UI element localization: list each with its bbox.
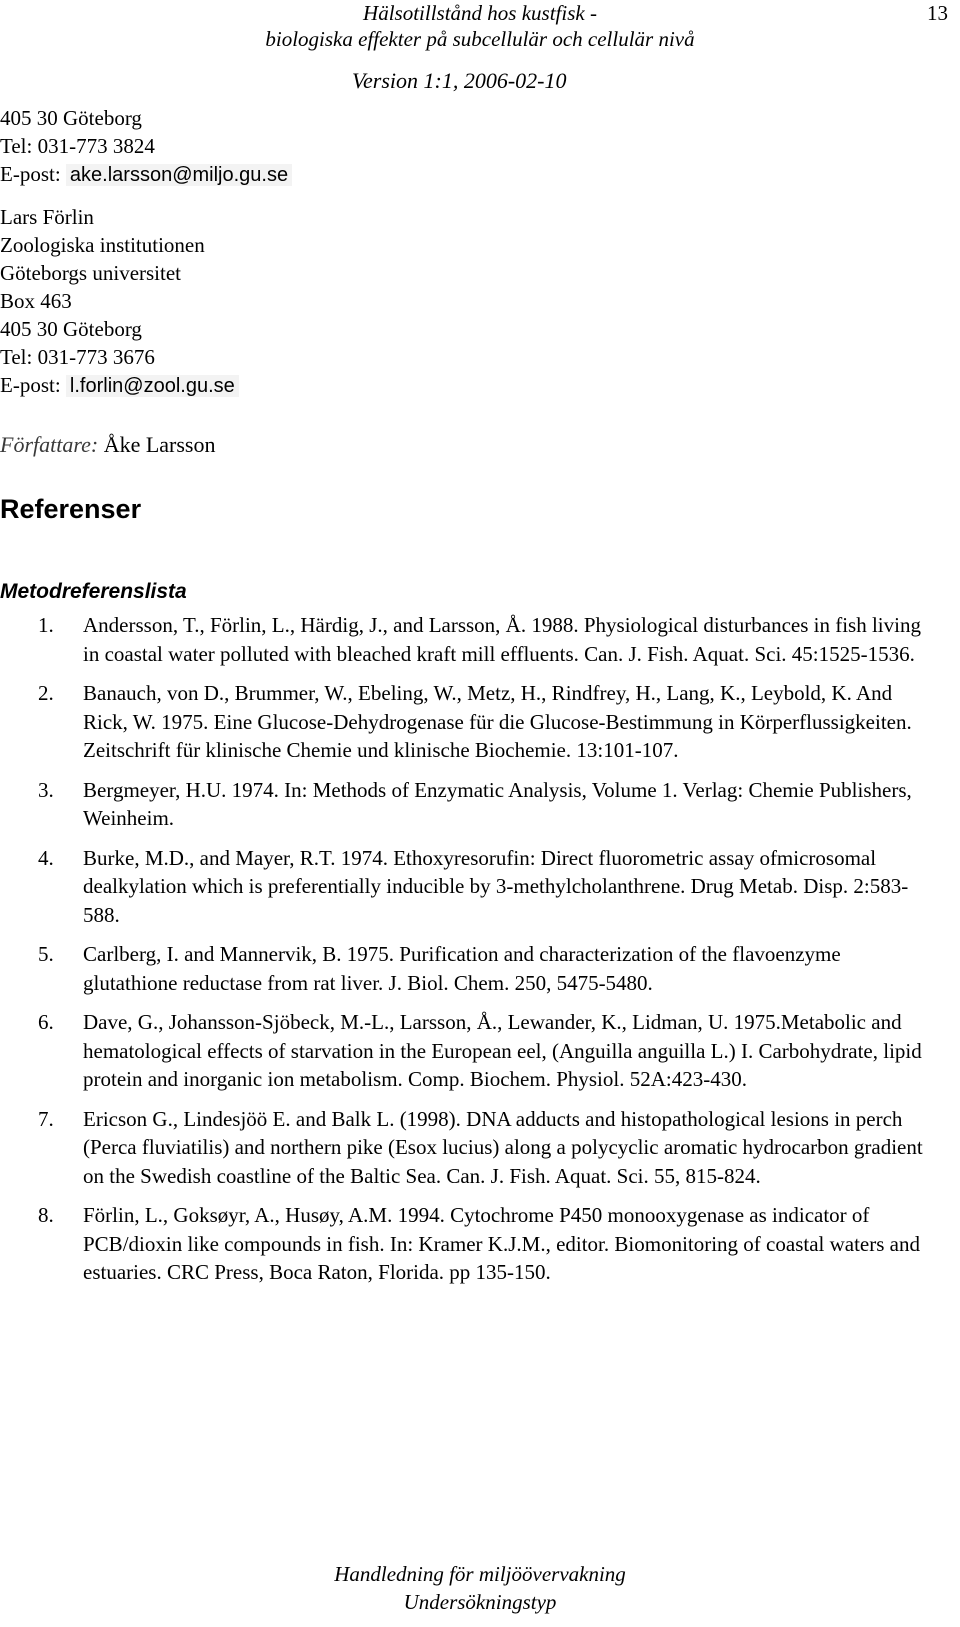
contact-univ: Göteborgs universitet bbox=[0, 261, 182, 285]
reference-item bbox=[0, 1105, 935, 1191]
reference-number: 2. bbox=[38, 681, 54, 705]
author-label: Författare: bbox=[0, 432, 99, 457]
author-name: Åke Larsson bbox=[103, 432, 216, 457]
version-label: Version 1:1, 2006-02-10 bbox=[352, 68, 567, 93]
reference-number: 5. bbox=[38, 942, 54, 966]
reference-number: 6. bbox=[38, 1010, 54, 1034]
contact-box: Box 463 bbox=[0, 289, 72, 313]
footer-line1: Handledning för miljöövervakning bbox=[334, 1562, 626, 1586]
contact-email-line bbox=[0, 160, 292, 189]
reference-text: Dave, G., Johansson-Sjöbeck, M.-L., Larsson, Å., Lewander, K., Lidman, U. 1975.Metabolic and hematological effects of starvation in the European eel, (Anguilla anguilla L.) I. Carbohydrate, lipid protein and inorganic ion metabolism. Comp. Biochem. Physiol. 52A:423-430. bbox=[83, 1010, 922, 1091]
author-line bbox=[0, 432, 216, 458]
email-label: E-post: bbox=[0, 162, 61, 186]
header-title-line2: biologiska effekter på subcellulär och cellulär nivå bbox=[265, 27, 695, 51]
section-heading: Referenser bbox=[0, 494, 142, 524]
contact-block-1 bbox=[0, 104, 292, 189]
reference-text: Bergmeyer, H.U. 1974. In: Methods of Enzymatic Analysis, Volume 1. Verlag: Chemie Publishers, Weinheim. bbox=[83, 777, 912, 830]
reference-item bbox=[0, 1201, 935, 1287]
reference-text: Andersson, T., Förlin, L., Härdig, J., and Larsson, Å. 1988. Physiological disturbances in fish living in coastal water polluted with bleached kraft mill effluents. Can. J. Fish. Aquat. Sci. 45:1525-1536. bbox=[83, 613, 921, 666]
contact-postal: 405 30 Göteborg bbox=[0, 317, 142, 341]
reference-number: 3. bbox=[38, 777, 54, 802]
contact-postal: 405 30 Göteborg bbox=[0, 106, 142, 130]
reference-text: Carlberg, I. and Mannervik, B. 1975. Purification and characterization of the flavoenzyme glutathione reductase from rat liver. J. Biol. Chem. 250, 5475-5480. bbox=[83, 942, 841, 995]
reference-item bbox=[0, 940, 935, 997]
reference-text: Ericson G., Lindesjöö E. and Balk L. (1998). DNA adducts and histopathological lesions in perch (Perca fluviatilis) and northern pike (Esox lucius) along a polycyclic aromatic hydrocarbon gradient on the Swedish coastline of the Baltic Sea. Can. J. Fish. Aquat. Sci. 55, 815-824. bbox=[83, 1106, 923, 1188]
reference-item bbox=[0, 679, 935, 765]
reference-item bbox=[0, 844, 935, 930]
page-number: 13 bbox=[927, 1, 948, 25]
reference-number: 1. bbox=[38, 613, 54, 637]
reference-item bbox=[0, 1008, 935, 1094]
reference-text: Banauch, von D., Brummer, W., Ebeling, W., Metz, H., Rindfrey, H., Lang, K., Leybold, K. And Rick, W. 1975. Eine Glucose-Dehydrogenase für die Glucose-Bestimmung in Körperflussigkeiten. Zeitschrift für klinische Chemie und klinische Biochemie. 13:101-107. bbox=[83, 681, 912, 762]
footer-line2: Undersökningstyp bbox=[403, 1590, 557, 1614]
reference-number: 8. bbox=[38, 1203, 54, 1227]
email-label: E-post: bbox=[0, 373, 61, 397]
contact-dept: Zoologiska institutionen bbox=[0, 233, 205, 257]
reference-item bbox=[0, 776, 935, 833]
contact-name: Lars Förlin bbox=[0, 205, 94, 229]
header-title-line1: Hälsotillstånd hos kustfisk - bbox=[363, 1, 597, 25]
contact-tel: Tel: 031-773 3824 bbox=[0, 134, 155, 158]
reference-text: Förlin, L., Goksøyr, A., Husøy, A.M. 1994. Cytochrome P450 monooxygenase as indicator of PCB/dioxin like compounds in fish. In: Kramer K.J.M., editor. Biomonitoring of coastal waters and estuaries. CRC Press, Boca Raton, Florida. pp 135-150. bbox=[83, 1203, 920, 1284]
reference-list bbox=[0, 611, 935, 1298]
reference-number: 4. bbox=[38, 845, 54, 870]
contact-block-2 bbox=[0, 203, 239, 400]
sub-heading: Metodreferenslista bbox=[0, 580, 187, 603]
contact-email-line bbox=[0, 371, 239, 400]
email-link[interactable]: l.forlin@zool.gu.se bbox=[66, 375, 239, 397]
contact-tel: Tel: 031-773 3676 bbox=[0, 345, 155, 369]
reference-text: Burke, M.D., and Mayer, R.T. 1974. Ethoxyresorufin: Direct fluorometric assay ofmicrosomal dealkylation which is preferentially inducible by 3-methylcholanthrene. Drug Metab. Disp. 2:583-588. bbox=[83, 845, 909, 927]
reference-item bbox=[0, 611, 935, 668]
reference-number: 7. bbox=[38, 1106, 54, 1131]
email-link[interactable]: ake.larsson@miljo.gu.se bbox=[66, 164, 292, 186]
